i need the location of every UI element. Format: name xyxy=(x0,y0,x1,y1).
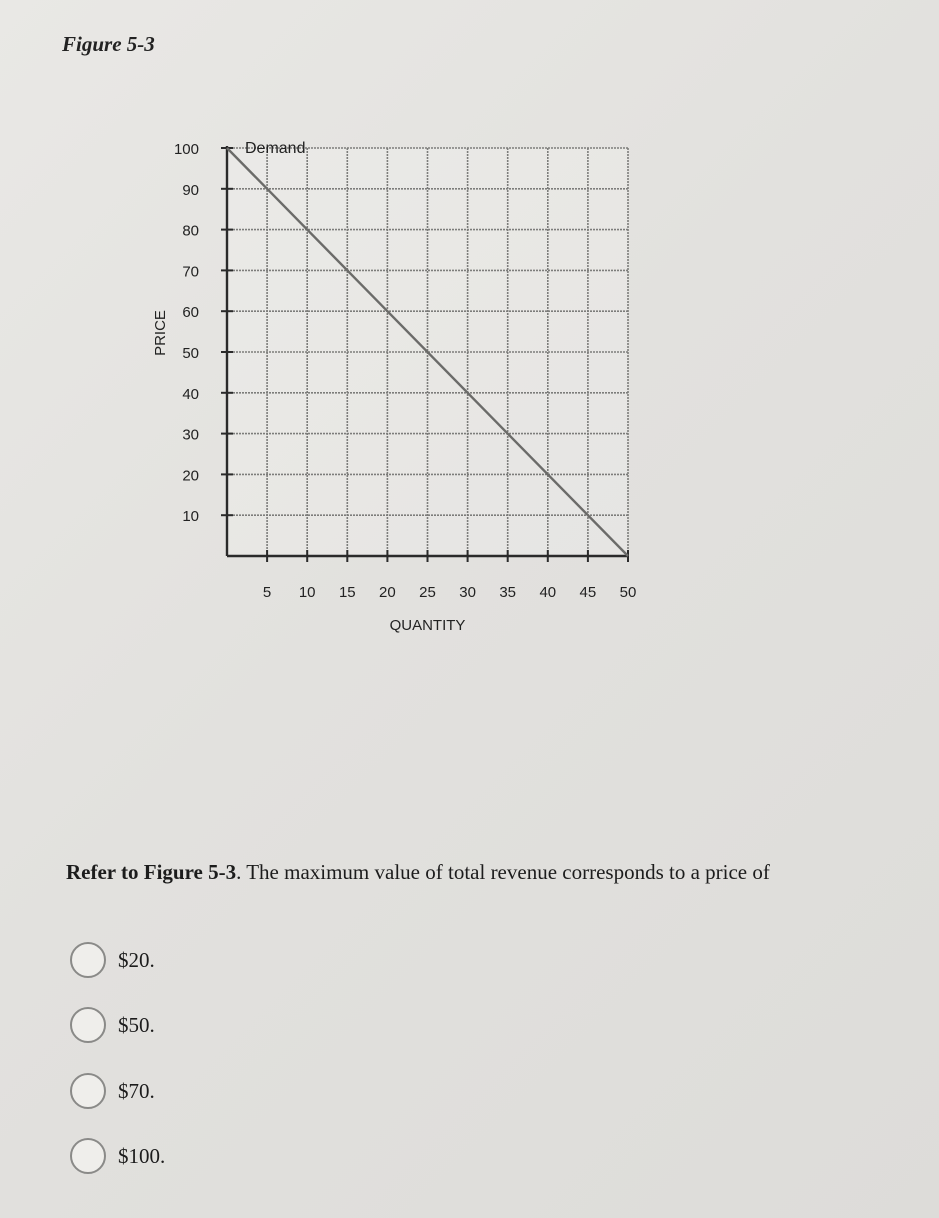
x-tick-label: 45 xyxy=(579,584,597,601)
y-tick-label: 40 xyxy=(182,385,199,403)
answer-option-label: $50. xyxy=(118,1012,155,1037)
radio-button-icon[interactable] xyxy=(70,942,106,978)
question-text xyxy=(66,860,770,885)
x-tick-label: 40 xyxy=(539,584,557,601)
x-axis-title: QUANTITY xyxy=(389,617,466,634)
x-tick-label: 10 xyxy=(298,584,316,601)
y-tick-label: 60 xyxy=(182,304,199,322)
answer-option-3[interactable] xyxy=(70,1073,155,1109)
y-tick-label: 70 xyxy=(182,263,199,281)
y-tick-label: 30 xyxy=(182,426,199,444)
x-tick-label: 20 xyxy=(379,584,396,601)
y-tick-label: 10 xyxy=(182,508,199,526)
y-tick-label: 80 xyxy=(182,222,199,240)
y-axis-title: PRICE xyxy=(152,310,169,356)
question-body: . The maximum value of total revenue corresponds to a price of xyxy=(236,860,770,884)
answer-option-2[interactable] xyxy=(70,1007,155,1043)
y-tick-label: 100 xyxy=(173,141,199,158)
answer-option-4[interactable] xyxy=(70,1138,165,1174)
radio-button-icon[interactable] xyxy=(70,1138,106,1174)
series-label-demand: Demand xyxy=(245,140,306,157)
x-tick-label: 25 xyxy=(419,584,436,601)
answer-option-1[interactable] xyxy=(70,942,155,978)
x-tick-label: 15 xyxy=(338,584,356,601)
x-tick-label: 30 xyxy=(459,584,476,601)
x-tick-label: 50 xyxy=(619,584,637,601)
answer-option-label: $20. xyxy=(118,947,155,972)
x-tick-label: 35 xyxy=(499,584,517,601)
x-tick-label: 5 xyxy=(262,584,272,601)
figure-title: Figure 5-3 xyxy=(62,32,155,56)
radio-button-icon[interactable] xyxy=(70,1073,106,1109)
y-tick-label: 20 xyxy=(182,467,199,485)
y-tick-label: 90 xyxy=(182,181,199,199)
question-reference: Refer to Figure 5-3 xyxy=(66,860,237,884)
answer-option-label: $100. xyxy=(118,1143,166,1168)
radio-button-icon[interactable] xyxy=(70,1007,106,1043)
y-tick-label: 50 xyxy=(182,345,199,362)
answer-option-label: $70. xyxy=(118,1078,155,1103)
